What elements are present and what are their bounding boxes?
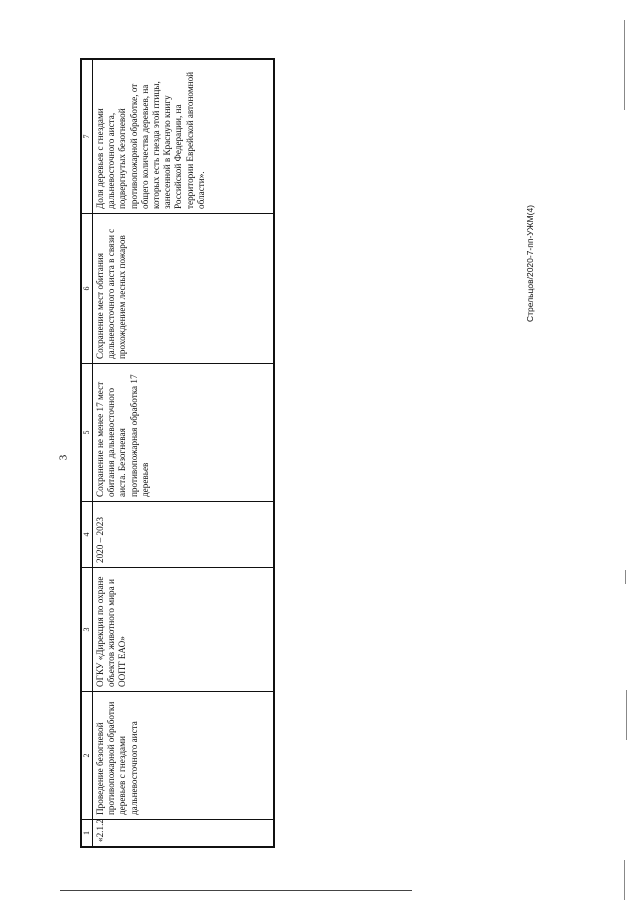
page-number: 3 xyxy=(57,454,70,461)
scan-edge-mark xyxy=(624,860,625,900)
scan-edge-mark xyxy=(624,20,625,110)
program-table xyxy=(81,59,274,847)
document-code: Стрельцов/2020-7-пп-УЖМ(4) xyxy=(525,204,535,322)
column-header: 6 xyxy=(82,214,93,364)
cell-activity: Проведение безогневой противопожарной обработки деревьев с гнездами дальневосточного аиста xyxy=(93,692,274,820)
column-header: 7 xyxy=(82,60,93,214)
table-row xyxy=(93,60,274,847)
bottom-divider xyxy=(60,890,412,891)
column-header: 5 xyxy=(82,364,93,502)
cell-period: 2020 – 2023 xyxy=(93,502,274,568)
cell-item-number: «2.1.2 xyxy=(93,820,274,847)
column-header: 2 xyxy=(82,692,93,820)
column-header: 4 xyxy=(82,502,93,568)
cell-executor: ОГКУ «Дирекция по охране объектов животного мира и ООПТ ЕАО» xyxy=(93,568,274,692)
rotated-table-container xyxy=(80,58,275,848)
scan-edge-mark xyxy=(626,690,627,740)
table-header-row xyxy=(82,60,93,847)
cell-consequences: Сохранение мест обитания дальневосточного аиста в связи с прохождением лесных пожаров xyxy=(93,214,274,364)
cell-indicator: Доля деревьев с гнездами дальневосточного аиста, подвергнутых безогневой противопожарной обработке, от общего количества деревьев, на которых есть гнезда этой птицы, занесенной в Красную книгу Российской Федерации, на территории Еврейской автономной области». xyxy=(93,60,274,214)
scan-edge-mark xyxy=(625,570,626,584)
column-header: 1 xyxy=(82,820,93,847)
column-header: 3 xyxy=(82,568,93,692)
cell-expected-result: Сохранение не менее 17 мест обитания дальневосточного аиста. Безогневая противопожарная обработка 17 деревьев xyxy=(93,364,274,502)
